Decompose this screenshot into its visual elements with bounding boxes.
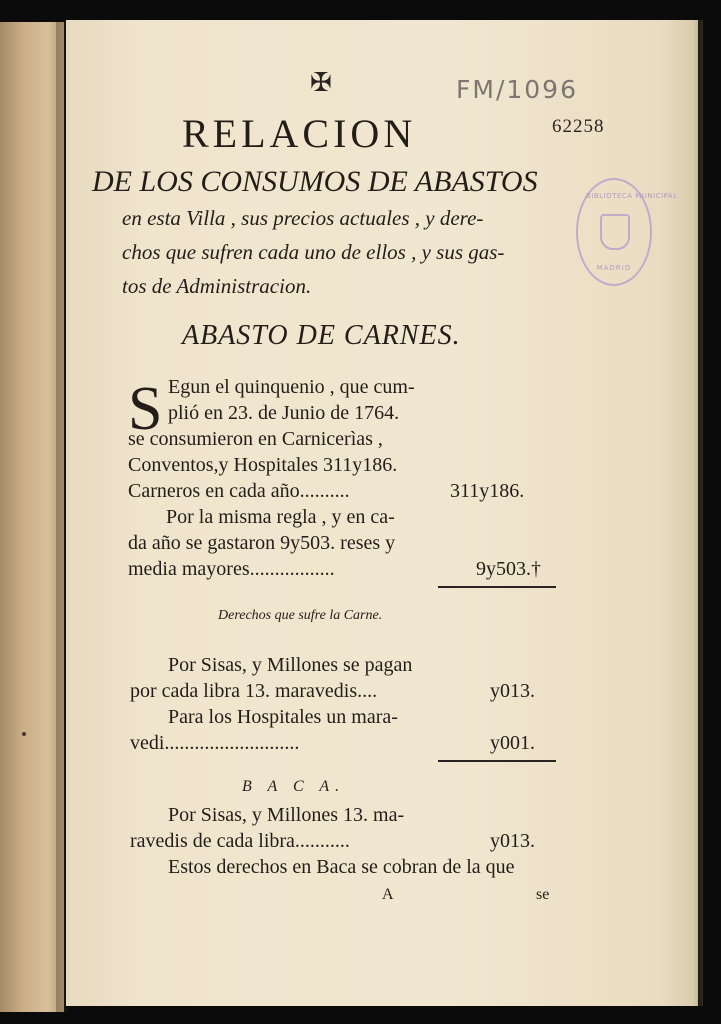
stamp-top-text: BIBLIOTECA MUNICIPAL [586, 192, 678, 200]
text-line: ravedis de cada libra........... [130, 830, 350, 852]
amount-value: y013. [490, 830, 535, 852]
subtitle-line: tos de Administracion. [122, 274, 312, 298]
text-line: Por Sisas, y Millones 13. ma- [168, 804, 405, 826]
text-line: Para los Hospitales un mara- [168, 706, 398, 728]
page-title: RELACION [182, 111, 417, 156]
text-line: plió en 23. de Junio de 1764. [168, 402, 400, 424]
cross-icon: ✠ [310, 68, 332, 98]
text-line: Conventos,y Hospitales 311y186. [128, 454, 398, 476]
section-heading: ABASTO DE CARNES. [182, 320, 461, 351]
text-line: Carneros en cada año.......... [128, 480, 350, 502]
total-rule [438, 760, 556, 762]
library-stamp [576, 178, 678, 286]
subsection-heading: B A C A. [242, 778, 346, 795]
subtitle-line: chos que sufren cada uno de ellos , y sus gas- [122, 240, 505, 264]
text-line: Estos derechos en Baca se cobran de la que [168, 856, 515, 878]
text-line: da año se gastaron 9y503. reses y [128, 532, 396, 554]
amount-value: 9y503.† [476, 558, 541, 580]
amount-value: y013. [490, 680, 535, 702]
subsection-heading: Derechos que sufre la Carne. [218, 608, 383, 623]
pencil-reference: FM/1096 [456, 75, 578, 104]
text-line: Egun el quinquenio , que cum- [168, 376, 415, 398]
shelf-number: 62258 [552, 116, 605, 137]
subtitle-line: en esta Villa , sus precios actuales , y dere- [122, 206, 484, 230]
page-spot [22, 732, 26, 736]
amount-value: y001. [490, 732, 535, 754]
page-shadow [693, 20, 703, 1006]
total-rule [438, 586, 556, 588]
signature-mark: A [382, 886, 394, 903]
document-page [66, 20, 698, 1006]
catchword: se [536, 886, 550, 903]
text-line: Por la misma regla , y en ca- [166, 506, 395, 528]
shield-icon [600, 214, 630, 250]
drop-cap: S [128, 375, 163, 443]
stamp-bottom-text: MADRID [596, 264, 632, 272]
text-line: Por Sisas, y Millones se pagan [168, 654, 413, 676]
text-line: se consumieron en Carnicerìas , [128, 428, 383, 450]
amount-value: 311y186. [450, 480, 525, 502]
text-line: vedi........................... [130, 732, 300, 754]
text-line: por cada libra 13. maravedis.... [130, 680, 378, 702]
page-subtitle: DE LOS CONSUMOS DE ABASTOS [92, 165, 538, 198]
left-page-edge [0, 22, 64, 1012]
text-line: media mayores................. [128, 558, 335, 580]
